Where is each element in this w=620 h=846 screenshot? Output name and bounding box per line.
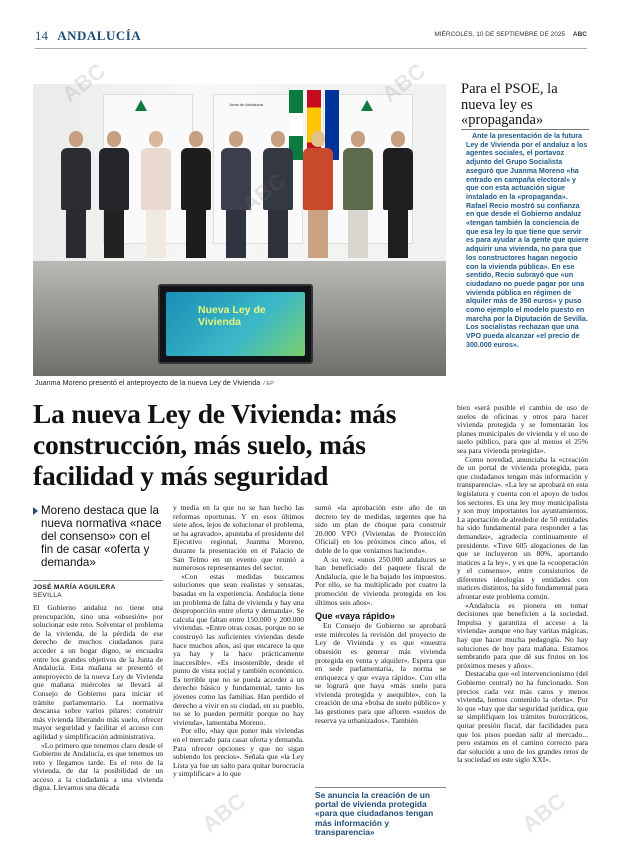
article-column-1 [33, 604, 163, 793]
sidebar-title: Para el PSOE, la nueva ley es «propaganda» [461, 81, 558, 128]
presentation-screen [158, 284, 313, 364]
sidebar-rule [461, 129, 589, 130]
caption-text: Juanma Moreno presentó el anteproyecto de la nueva Ley de Vivienda [35, 378, 261, 387]
watermark: ABC [57, 58, 111, 108]
pull-quote: Se anuncia la creación de un portal de vivienda protegida «para que ciudadanos tengan más información y transparencia» [315, 787, 446, 837]
paragraph: Como novedad, anunciaba la «creación de un portal de vivienda protegida, para que ciudadanos tengan más información y transparencia». «La ley se aprobará en esta legislatura y cuenta con el apoyo de todos los sectores. Es una ley muy municipalista y son muy importantes los ayuntamientos. La aportación de alrededor de 50 entidades ha sido fundamental para responder a las demandas», agradecía continuamente el presidente. «Tuve 605 alegaciones de las que se incluyeron un 80%, aportando matices a la ley», y es que la «cooperación y el consenso», entre consistorios de diferentes ideologías y entidades con matices distintos, ha sido fundamental para afrontar este problema común. [457, 454, 588, 602]
watermark: ABC [377, 58, 431, 108]
watermark: ABC [197, 788, 251, 838]
watermark: ABC [517, 788, 571, 838]
paragraph: sumó «la aprobación este año de un decreto ley de medidas, urgentes que ha sido un plan de choque para construir 20.000 VPO (Viviendas de Protección Oficial) en los próximos cinco años, el doble de lo que veníamos haciendo». [315, 503, 446, 555]
section-title: ANDALUCÍA [57, 28, 142, 43]
page-header-right [434, 31, 587, 38]
person [141, 131, 171, 258]
article-headline: La nueva Ley de Vivienda: más construcción, más suelo, más facilidad y más seguridad [33, 398, 397, 491]
issue-date: MIÉRCOLES, 10 DE SEPTIEMBRE DE 2025 [434, 31, 566, 38]
page-number: 14 [35, 28, 48, 43]
paragraph: «Lo primero que tenemos claro desde el Gobierno de Andalucía, es que tenemos un reto y llegamos tarde. Es el reto de la vivienda, de dar la posibilidad de un acceso a la ciudadanía a una vivienda digna. Llevamos una década [33, 740, 163, 793]
person [99, 131, 129, 258]
brand-name: ABC [572, 31, 587, 38]
article-column-3 [315, 504, 446, 725]
deck-text: Moreno destaca que la nueva normativa «nace del consenso» con el fin de casar «oferta y demanda» [41, 504, 162, 569]
sidebar-box [461, 82, 589, 129]
article-deck [33, 504, 163, 569]
bullet-triangle-icon [33, 507, 38, 515]
person [303, 131, 333, 258]
sidebar-body [466, 132, 589, 350]
author-name: JOSÉ MARÍA AGUILERA [33, 584, 116, 591]
paragraph: y media en la que no se han hecho las reformas oportunas. Y en esos últimos siete años, lejos de solucionar el problema, se ha agravado», apuntaba el presidente del Ejecutivo regional, Juanma Moreno, durante la presentación en el Palacio de San Telmo en un evento que reunió a numerosos representantes del sector. [173, 503, 304, 573]
person [263, 131, 293, 258]
person [181, 131, 211, 258]
page-header-left [35, 28, 141, 44]
article-column-2 [173, 504, 304, 779]
dateline: SEVILLA [33, 592, 62, 599]
paragraph: bien «será posible el cambio de uso de suelos de oficinas y otros para hacer vivienda protegida y se fomentarán los planes municipales de vivienda y el uso de suelo público, para que al menos el 25% sea para vivienda protegida». [457, 403, 588, 455]
paragraph: «Andalucía es pionera en tomar decisiones que beneficien a la sociedad. Impulsa y garantiza el acceso a la vivienda» aunque «no hay varitas mágicas, hay que hacer mucha pedagogía. No hay soluciones de hoy para mañana. Estamos sembrando para que dé sus frutos en los próximos meses y años». [457, 600, 588, 670]
backdrop-label: Junta de Andalucía [229, 102, 264, 107]
paragraph: Destacaba que «el intervencionismo (del Gobierno central) no ha funcionado. Son precios cada vez más caros y menos vivienda, hemos contenido la oferta». Por lo que «hay que dar seguridad jurídica, que se simplifiquen los trámites burocráticos, quitar presión fiscal, dar facilidades para que los pisos puedan salir al mercado... pero estamos en el camino correcto para dar solución a uno de los grandes retos de la sociedad en este siglo XXI». [457, 669, 588, 765]
photo-caption: Juanma Moreno presentó el anteproyecto de la nueva Ley de Vivienda / EP [35, 378, 274, 387]
paragraph: Por ello, «hay que poner más viviendas en el mercado para casar oferta y demanda. Para ofrecer opciones y que no sigan subiendo los precios». Señala que «la Ley Lista ya fue un salto para quitar burocracia y simplificar» a lo que [173, 726, 304, 779]
paragraph: El Gobierno andaluz no tiene una preocupación, sino una «obsesión» por solucionar este reto. Solventar el problema de la vivienda, de la pérdida de ese derecho de muchos ciudadanos para acceder a un hogar digno, se encuadra entre los grandes objetivos de la Junta de Andalucía. Esta mañana se presentó el anteproyecto de la nueva Ley de Vivienda que mañana miércoles se llevará al Consejo de Gobierno para iniciar el trámite parlamentario. La normativa descansa sobre varios pilares: construir más vivienda liberando más suelo, ofrecer mayor seguridad y facilitar el acceso con agilidad y simplificación administrativa. [33, 603, 163, 741]
article-column-4 [457, 404, 588, 765]
paragraph: «Con estas medidas buscamos soluciones que sean realistas y sensatas, basadas en la experiencia. Andalucía tiene un problema de falta de vivienda y hay una desproporción entre oferta y demanda». Se calcula que faltan entre 150.000 y 200.000 viviendas. «Entre otras cosas, porque no se construyó las suficientes viviendas desde hace muchos años, así que encarece la que ya hay y la hace prácticamente inaccesible». «Es insostenible, desde el punto de vista social y también económico. Es terrible que no se pueda acceder a un derecho básico y fundamental, tanto los jóvenes como las familias. Han perdido el derecho a vivir en su ciudad, en su pueblo, no se lo pueden permitir porque no hay vivienda», lamentaba Moreno. [173, 571, 304, 727]
person [343, 131, 373, 258]
sidebar-paragraph: Ante la presentación de la futura Ley de Vivienda por el andaluz a los agentes sociales, el portavoz adjunto del Grupo Socialista aseguró que Juanma Moreno «ha entrado en campaña electoral» y que con esta actuación sigue instalado en la «propaganda». Rafael Recio mostró su confianza en que desde el Gobierno andaluz «tengan también la conciencia de que esa ley lo que tiene que servir es para ayudar a la gente que quiere adquirir una vivienda, no para que los constructores hagan negocio con la vivienda pública». En ese sentido, Recio subrayó que «un ciudadano no puede pagar por una vivienda pública en régimen de alquiler más de 350 euros» y puso como ejemplo el modelo puesto en marcha por la Diputación de Sevilla. Los socialistas rechazan que una VPO pueda alcanzar «el precio de 300.000 euros». [466, 132, 589, 349]
person [383, 131, 413, 258]
person [221, 131, 251, 258]
person [61, 131, 91, 258]
header-rule [35, 48, 587, 49]
subheading: Que «vaya rápido» [315, 611, 396, 622]
main-photo [33, 84, 446, 376]
junta-logo-icon [361, 100, 373, 111]
screen-title: Nueva Ley de Vivienda [198, 304, 266, 328]
photo-credit: EP [266, 381, 274, 387]
paragraph: En Consejo de Gobierno se aprobará este miércoles la revisión del proyecto de Ley de Vivienda y es que «nuestra obsesión es generar más vivienda protegida en venta y alquiler». Espera que en sede parlamentaria, la norma se enriquezca y que «vaya rápido». Con ella se logrará que haya «más suelo para vivienda protegida y asequible», con la creación de una «bolsa de suelo público» y las gestiones para que afloren «suelos de reserva ya urbanizados». También [315, 621, 446, 725]
paragraph: A su vez, «unos 250.000 andaluces se han beneficiado del paquete fiscal de Andalucía, que le ha bajado los impuestos. Por ello, se ha multiplicado por cuatro la promoción de vivienda protegida en los últimos seis años». [315, 554, 446, 607]
byline [33, 580, 163, 599]
junta-logo-icon [135, 100, 147, 111]
